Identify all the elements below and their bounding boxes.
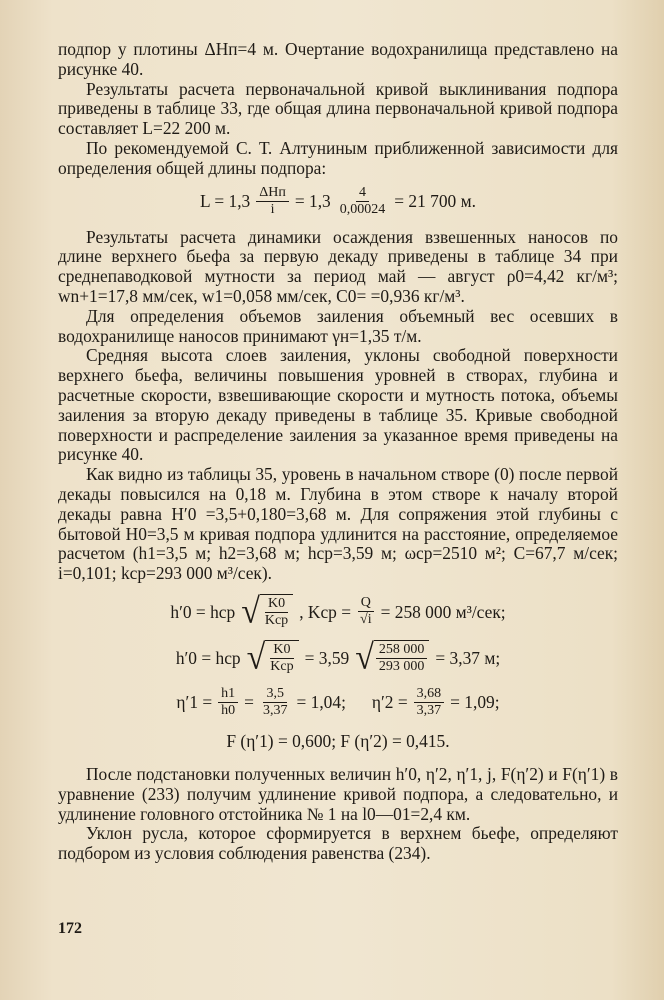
paragraph-5: Для определения объемов заиления объемный вес осевших в водохранилище наносов принимают γн=1,35 т/м.: [58, 305, 618, 346]
fraction: [256, 185, 289, 218]
formula-block: [58, 591, 618, 753]
formula-result: = 3,37 м;: [435, 647, 501, 668]
formula-eq: =: [244, 692, 254, 713]
formula-result: = 1,04;: [296, 692, 346, 713]
square-root: [246, 637, 299, 677]
formula-length-result: = 21 700 м.: [394, 191, 476, 212]
paragraph-4: Результаты расчета динамики осаждения взвешенных наносов по длине верхнего бьефа за первую декаду приведены в таблице 34 при среднепаводковой мутности за период май — август ρ0=4,42 кг/м³; wn+1=17,8 мм/сек, w1=0,058 мм/сек, C0= =0,936 кг/м³.: [58, 226, 618, 306]
formula-length: [58, 185, 618, 218]
radical-sign-icon: √: [246, 637, 266, 677]
numerator: 3,5: [263, 686, 287, 703]
formula-lhs: h′0 = hср: [170, 601, 236, 622]
numerator: 3,68: [414, 686, 445, 703]
square-root: [355, 637, 429, 677]
page-number: 172: [58, 920, 82, 937]
formula-mid: , Kср =: [299, 601, 352, 622]
formula-lhs: η′1 =: [176, 692, 213, 713]
numerator: ΔHп: [256, 185, 289, 202]
denominator: 293 000: [378, 659, 425, 675]
fraction: [357, 595, 375, 628]
numerator: 4: [356, 185, 369, 202]
fraction: [267, 642, 296, 675]
formula-eta: [58, 686, 618, 719]
paragraph-7: Как видно из таблицы 35, уровень в начальном створе (0) после первой декады повысился на 0,18 м. Глубина в этом створе к началу второй декады равна H′0 =3,5+0,180=3,68 м. Для сопряжения этой глубины с бытовой H0=3,5 м кривая подпора удлинится на расстояние, определяемое расчетом (h1=3,5 м; h2=3,68 м; hср=3,59 м; ωср=2510 м²; C=67,7 м/сек; i=0,101; kср=293 000 м³/сек).: [58, 464, 618, 584]
paragraph-1: подпор у плотины ΔHп=4 м. Очертание водохранилища представлено на рисунке 40.: [58, 39, 618, 79]
paragraph-3: По рекомендуемой С. Т. Алтуниным приближенной зависимости для определения общей длины подпора:: [58, 137, 618, 178]
denominator: 0,00024: [339, 201, 386, 217]
paragraph-2: Результаты расчета первоначальной кривой выклинивания подпора приведены в таблице 33, где общая длина первоначальной кривой подпора составляет L=22 200 м.: [58, 78, 618, 139]
paragraph-8: После подстановки полученных величин h′0, η′2, η′1, j, F(η′2) и F(η′1) в уравнение (233) получим удлинение кривой подпора, а следовательно, и удлинение головного отстойника № 1 на l0—01=2,4 км.: [58, 763, 618, 824]
fraction: [260, 686, 291, 719]
radicand: [260, 594, 293, 630]
radicand: [374, 640, 430, 676]
denominator: 3,37: [262, 702, 288, 718]
formula-length-mid: = 1,3: [294, 191, 331, 212]
denominator: √i: [360, 612, 372, 628]
fraction: [262, 596, 291, 629]
formula-length-lhs: L = 1,3: [200, 191, 251, 212]
numerator: K0: [270, 642, 293, 659]
formula-mid: = 3,59: [304, 647, 350, 668]
paragraph-9: Уклон русла, которое сформируется в верхнем бьефе, определяют подбором из условия соблюдения равенства (234).: [58, 823, 618, 864]
numerator: 258 000: [376, 642, 428, 659]
denominator: 3,37: [416, 702, 442, 718]
formula-lhs: h′0 = hср: [175, 647, 241, 668]
formula-result: = 1,09;: [450, 692, 500, 713]
fraction: [218, 686, 238, 719]
denominator: i: [270, 201, 275, 217]
formula-result: = 258 000 м³/сек;: [380, 601, 506, 622]
fraction: [337, 185, 389, 218]
formula-h0-first: [58, 591, 618, 631]
numerator: Q: [358, 595, 374, 612]
paragraph-6: Средняя высота слоев заиления, уклоны свободной поверхности верхнего бьефа, величины повышения уровней в створах, глубина и расчетные скорости, взвешивающие скорости и мутность потока, объемы заиления за вторую декаду приведены в таблице 35. Кривые свободной поверхности и распределение заиления за указанное время приведены на рисунке 40.: [58, 345, 618, 465]
denominator: h0: [221, 702, 236, 718]
fraction: [414, 686, 445, 719]
denominator: Kср: [270, 659, 294, 675]
numerator: K0: [265, 596, 288, 613]
denominator: Kср: [264, 613, 289, 629]
formula-F: F (η′1) = 0,600; F (η′2) = 0,415.: [226, 730, 450, 751]
fraction: [376, 642, 428, 675]
square-root: [241, 591, 293, 631]
formula-h0-second: [58, 637, 618, 677]
radicand: [265, 640, 298, 676]
radical-sign-icon: √: [241, 591, 260, 631]
radical-sign-icon: √: [355, 637, 374, 677]
formula-lhs: η′2 =: [371, 692, 408, 713]
numerator: h1: [218, 686, 238, 703]
